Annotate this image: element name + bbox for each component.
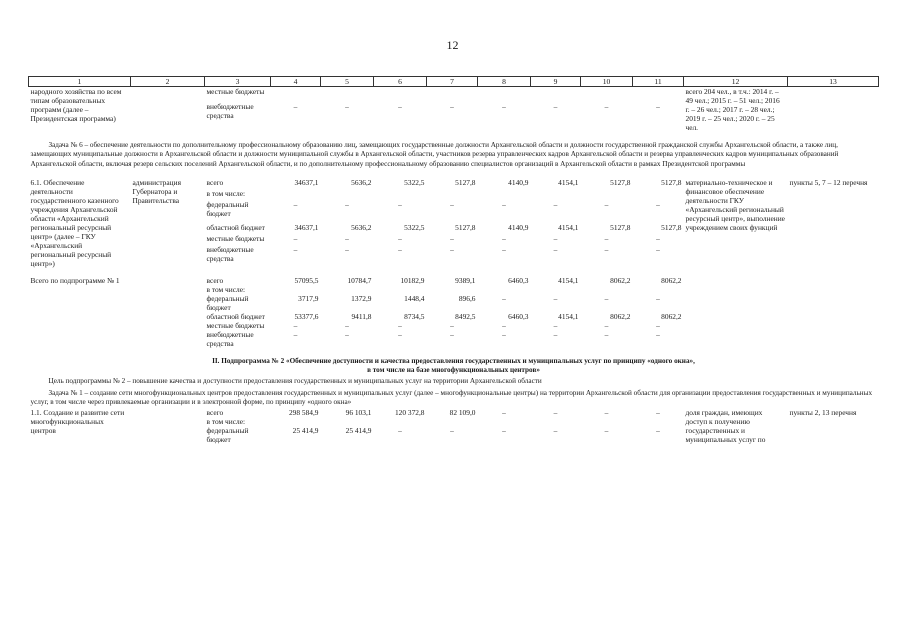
expected-result: всего 204 чел., в т.ч.: 2014 г. – 49 чел.; 2015 г. – 51 чел.; 2016 г. – 26 чел.; 2017 г. – 28 чел.; 2019 г. – 25 чел.; 2020 г. – 25 чел. [685,87,780,132]
expected-result: доля граждан, имеющих доступ к получению государственных и муниципальных услуг по [685,408,766,445]
funding-value: 4140,9 [508,222,529,232]
column-header: 4 [271,77,321,87]
task-1-text-text: Задача № 1 – создание сети многофункциональных центров предоставления государственных и муниципальных услуг (далее – многофункциональные центры) на территории Архангельской области для организации предоставления государственных и муниципальных услуг, в том числе через привлекаемые организации и в электронной форме, по принципу «одного окна» [30,388,873,407]
funding-value [531,417,581,426]
funding-value: – [450,245,454,255]
funding-value: 1448,4 [404,293,425,303]
funding-value [478,87,531,103]
funding-value [633,189,684,200]
funding-value: – [553,408,558,418]
table-row [29,132,879,140]
funding-value: 5636,2 [351,177,372,187]
funding-value: – [604,234,609,244]
funding-value: – [553,234,558,244]
funding-value [633,87,684,103]
funding-value: – [502,320,506,330]
funding-value: – [293,102,298,112]
measure-name: Всего по подпрограмме № 1 [30,275,120,285]
funding-value [374,189,427,200]
funding-value: – [450,102,454,112]
funding-source: внебюджетные средства [206,329,254,348]
section-2-title [29,356,879,377]
funding-value: 5127,8 [610,177,631,187]
funding-value: – [450,234,454,244]
section-title-line-1: II. Подпрограмма № 2 «Обеспечение доступности и качества предоставления государственных и муниципальных услуг по принципу «одного окна», [212,356,695,365]
funding-value: – [398,329,402,339]
column-header: 10 [581,77,633,87]
funding-value: 9389,1 [455,275,476,285]
funding-value: – [656,245,660,255]
funding-value [374,285,427,294]
funding-value: – [553,293,558,303]
funding-value: 34637,1 [294,177,319,187]
column-header: 13 [788,77,879,87]
funding-value: – [345,102,349,112]
funding-value: – [398,426,402,436]
funding-value [427,285,478,294]
funding-value: – [553,329,558,339]
funding-value: 5127,8 [661,222,682,232]
funding-value: 8734,5 [404,311,425,321]
funding-value: – [604,408,609,418]
responsible-executor [131,276,205,348]
funding-value [427,417,478,426]
funding-value: 120 372,8 [394,408,425,418]
table-row [29,388,879,409]
table-row [29,77,879,87]
funding-source: в том числе: [206,189,246,199]
funding-value: – [656,293,660,303]
funding-source: всего [206,177,224,187]
indicator-link [788,276,879,348]
funding-value: – [502,200,506,210]
indicator-link: пункты 2, 13 перечня [789,408,857,418]
column-header: 12 [684,77,788,87]
funding-value [321,87,374,103]
funding-value: 1372,9 [351,293,372,303]
spacer-cell [29,132,879,140]
table-row [29,178,879,189]
funding-value: 96 103,1 [345,408,372,418]
funding-value: – [293,320,298,330]
funding-value: 25 414,9 [292,426,319,436]
funding-value: 5636,2 [351,222,372,232]
page-number: 12 [446,38,459,52]
funding-value: – [450,426,454,436]
measure-name: 6.1. Обеспечение деятельности государственного казенного учреждения Архангельской области «Архангельский региональный ресурсный центр» (далее – ГКУ «Архангельский региональный ресурсный центр») [30,177,119,268]
funding-value: 6460,3 [508,311,529,321]
column-header: 6 [374,77,427,87]
funding-value: – [345,320,349,330]
funding-value: – [293,245,298,255]
funding-value: 8062,2 [661,311,682,321]
funding-value: – [502,234,506,244]
table-row [29,356,879,377]
funding-value: 4154,1 [558,275,579,285]
funding-value [374,417,427,426]
funding-value: 8062,2 [661,275,682,285]
funding-value [427,87,478,103]
column-header: 3 [205,77,271,87]
column-header: 7 [427,77,478,87]
funding-value: 8062,2 [610,275,631,285]
funding-value: 4140,9 [508,177,529,187]
funding-value: – [553,200,558,210]
funding-value: 5127,8 [610,222,631,232]
responsible-executor [131,87,205,133]
funding-value: – [398,234,402,244]
subprogram-goal [29,376,879,387]
column-header: 2 [131,77,205,87]
funding-value: – [502,426,506,436]
funding-source: внебюджетные средства [206,102,254,121]
funding-value [478,189,531,200]
funding-value [374,87,427,103]
funding-source: федеральный бюджет [206,426,249,445]
funding-value: – [656,102,660,112]
funding-value: – [656,200,660,210]
funding-source: областной бюджет [206,311,265,321]
table-row [29,170,879,178]
funding-value [271,189,321,200]
column-header: 5 [321,77,374,87]
funding-value: – [656,408,660,418]
funding-value: 5322,5 [404,177,425,187]
funding-value [478,285,531,294]
spacer-cell [29,348,879,356]
funding-value [321,285,374,294]
funding-value: 8492,5 [455,311,476,321]
funding-value: 4154,1 [558,311,579,321]
table-row [29,268,879,276]
funding-value: 25 414,9 [345,426,372,436]
funding-value [581,285,633,294]
funding-value: 8062,2 [610,311,631,321]
column-header: 9 [531,77,581,87]
funding-value: – [553,320,558,330]
funding-value [581,417,633,426]
funding-value [271,285,321,294]
funding-value: 82 109,0 [449,408,476,418]
task-6-text-text: Задача № 6 – обеспечение деятельности по дополнительному профессиональному образованию лиц, замещающих государственные должности Архангельской области и должности государственной гражданской службы Архангельской области, а также лиц, замещающих муниципальные должности в Архангельской области и должности муниципальной службы в Архангельской области, участников резерва управленческих кадров Архангельской области и резерва управленческих кадров муниципальных образований Архангельской области, включая резерв сельских поселений Архангельской области, и по дополнительному профессиональному образованию специалистов организаций в Архангельской области в рамках Президентской программы [30,141,839,168]
responsible-executor: администрация Губернатора и Правительства [132,177,181,205]
funding-value: 5127,8 [455,177,476,187]
funding-value: – [656,426,660,436]
funding-value: – [553,245,558,255]
funding-source: федеральный бюджет [206,200,249,219]
funding-value: 10784,7 [347,275,372,285]
table-row [29,348,879,356]
funding-value [321,417,374,426]
table-row [29,276,879,285]
funding-source: федеральный бюджет [206,293,249,312]
funding-value: – [502,293,506,303]
funding-value: 53377,6 [294,311,319,321]
funding-value: 5322,5 [404,222,425,232]
table-row [29,87,879,103]
funding-value: – [345,234,349,244]
table-row [29,408,879,417]
funding-value [478,417,531,426]
funding-value: 4154,1 [558,222,579,232]
column-header: 8 [478,77,531,87]
funding-value: – [656,234,660,244]
funding-value [427,189,478,200]
column-header: 11 [633,77,684,87]
funding-value: – [398,102,402,112]
funding-value [321,189,374,200]
funding-value [531,87,581,103]
funding-value: – [293,234,298,244]
funding-value: – [502,329,506,339]
funding-value: – [345,329,349,339]
funding-value: 34637,1 [294,222,319,232]
funding-value: – [604,102,609,112]
funding-value: – [604,320,609,330]
funding-value: – [604,426,609,436]
funding-value: – [398,200,402,210]
funding-value: 6460,3 [508,275,529,285]
funding-value: – [502,408,506,418]
task-1-text [29,388,879,409]
funding-value: – [604,293,609,303]
funding-value: – [656,320,660,330]
spacer-cell [29,170,879,178]
funding-value: – [345,200,349,210]
responsible-executor [131,408,205,444]
funding-value: – [345,245,349,255]
funding-value: 57095,5 [294,275,319,285]
funding-value: – [604,200,609,210]
funding-value: – [604,329,609,339]
funding-source: внебюджетные средства [206,245,254,264]
measure-name: 1.1. Создание и развитие сети многофункциональных центров [30,408,125,436]
funding-value: – [553,102,558,112]
funding-value: 4154,1 [558,177,579,187]
funding-value [633,285,684,294]
funding-value: 896,6 [458,293,476,303]
funding-value [581,87,633,103]
funding-source: в том числе: [206,284,246,294]
funding-value [581,189,633,200]
funding-value: – [604,245,609,255]
funding-value: 3717,9 [298,293,319,303]
funding-value [531,285,581,294]
funding-value [271,87,321,103]
funding-value: – [398,245,402,255]
funding-value [633,417,684,426]
funding-value: – [656,329,660,339]
funding-value: – [553,426,558,436]
funding-source: всего [206,408,224,418]
funding-value: – [502,102,506,112]
indicator-link: пункты 5, 7 – 12 перечня [789,177,868,187]
funding-source: местные бюджеты [206,320,265,330]
measure-name: народного хозяйства по всем типам образовательных программ (далее – Президентская программа) [30,87,122,123]
funding-source: в том числе: [206,417,246,427]
column-header: 1 [29,77,131,87]
funding-value: 9411,8 [351,311,372,321]
funding-value: – [293,329,298,339]
funding-value: – [450,200,454,210]
spacer-cell [29,268,879,276]
funding-value: – [293,200,298,210]
funding-value: – [398,320,402,330]
expected-result [684,276,788,348]
funding-value: – [502,245,506,255]
task-6-text [29,140,879,170]
expected-result: материально-техническое и финансовое обеспечение деятельности ГКУ «Архангельский региональный ресурсный центр», выполнение учреждением своих функций [685,177,785,232]
indicator-link [788,87,879,133]
funding-value: 298 584,9 [288,408,319,418]
table-row [29,140,879,170]
funding-value: 5127,8 [455,222,476,232]
funding-value: – [450,320,454,330]
subprogram-goal-text: Цель подпрограммы № 2 – повышение качества и доступности предоставления государственных и муниципальных услуг на территории Архангельской области [48,377,542,386]
funding-value [531,189,581,200]
section-title-line-2: в том числе на базе многофункциональных центров» [367,366,540,375]
funding-value [271,417,321,426]
funding-source: всего [206,275,224,285]
table-row [29,376,879,387]
funding-value: – [450,329,454,339]
funding-table [28,76,879,444]
funding-source: местные бюджеты [206,234,265,244]
funding-value: 5127,8 [661,177,682,187]
funding-source: местные бюджеты [206,87,265,96]
funding-value: 10182,9 [400,275,425,285]
funding-source: областной бюджет [206,222,265,232]
